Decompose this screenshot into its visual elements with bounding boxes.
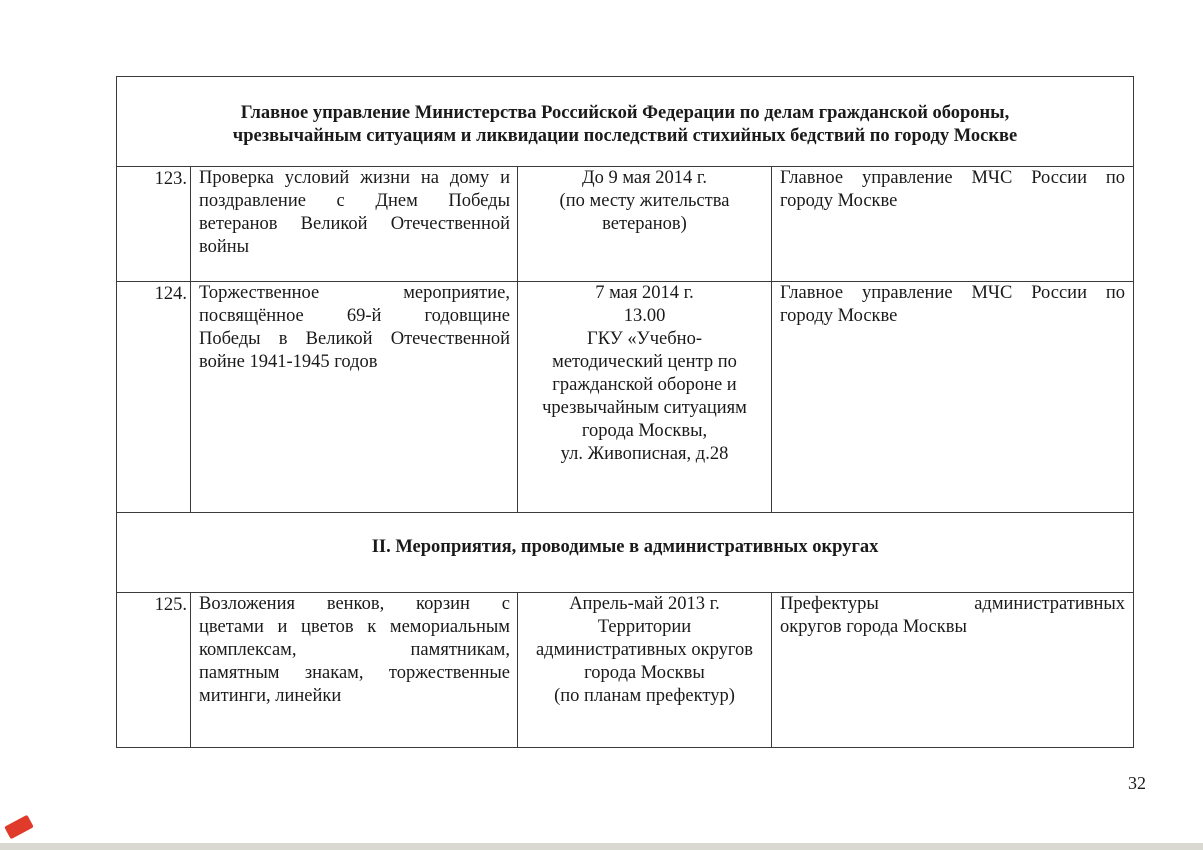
section-title: II. Мероприятия, проводимые в административных округах	[371, 537, 879, 557]
responsible-line: Главное управление МЧС России по	[780, 283, 1126, 303]
table-row	[117, 282, 1134, 513]
responsible-line: городу Москве	[780, 191, 898, 211]
section-header-cell	[117, 77, 1134, 167]
date-line: Апрель-май 2013 г.	[569, 594, 720, 614]
row-number: 123.	[117, 167, 191, 282]
date-line: ГКУ «Учебно-	[587, 329, 702, 349]
row-number: 125.	[117, 593, 191, 748]
date-line: административных округов	[535, 640, 754, 660]
date-line: 7 мая 2014 г.	[595, 283, 694, 303]
description-line: ветеранов Великой Отечественной	[199, 214, 510, 234]
scan-edge-divider	[0, 843, 1203, 850]
description-line: памятным знакам, торжественные	[199, 663, 510, 683]
table-row	[117, 593, 1134, 748]
date-line: гражданской обороне и	[552, 375, 737, 395]
row-responsible	[772, 593, 1134, 748]
description-line: посвящённое 69-й годовщине	[199, 306, 510, 326]
responsible-line: городу Москве	[780, 306, 898, 326]
row-date-place	[518, 167, 772, 282]
description-line: комплексам, памятникам,	[199, 640, 510, 660]
description-line: поздравление с Днем Победы	[199, 191, 510, 211]
row-description	[191, 167, 518, 282]
section-header-row	[117, 513, 1134, 593]
row-description	[191, 593, 518, 748]
description-line: митинги, линейки	[199, 686, 342, 706]
responsible-line: Префектуры административных	[780, 594, 1126, 614]
date-line: методический центр по	[552, 352, 737, 372]
responsible-line: Главное управление МЧС России по	[780, 168, 1126, 188]
row-responsible	[772, 282, 1134, 513]
description-line: Проверка условий жизни на дому и	[199, 168, 510, 188]
date-line: 13.00	[623, 306, 666, 326]
date-line: Территории	[597, 617, 692, 637]
date-line: города Москвы	[584, 663, 705, 683]
table-row	[117, 167, 1134, 282]
responsible-line: округов города Москвы	[780, 617, 967, 637]
description-line: цветами и цветов к мемориальным	[199, 617, 510, 637]
page-number: 32	[1128, 773, 1146, 793]
row-number: 124.	[117, 282, 191, 513]
date-line: чрезвычайным ситуациям	[542, 398, 747, 418]
date-line: (по месту жительства	[559, 191, 730, 211]
section-title-cell	[117, 513, 1134, 593]
row-date-place	[518, 282, 772, 513]
section-header-row	[117, 77, 1134, 167]
section-header-line-2: чрезвычайным ситуациям и ликвидации последствий стихийных бедствий по городу Москве	[232, 126, 1018, 146]
logo-stamp-icon	[4, 815, 34, 840]
description-line: Торжественное мероприятие,	[199, 283, 510, 303]
description-line: Возложения венков, корзин с	[199, 594, 510, 614]
row-responsible	[772, 167, 1134, 282]
row-date-place	[518, 593, 772, 748]
events-table	[116, 76, 1134, 748]
date-line: города Москвы,	[581, 421, 708, 441]
date-line: До 9 мая 2014 г.	[581, 168, 708, 188]
description-line: Победы в Великой Отечественной	[199, 329, 510, 349]
date-line: (по планам префектур)	[554, 686, 735, 706]
description-line: войне 1941-1945 годов	[199, 352, 378, 372]
date-line: ул. Живописная, д.28	[560, 444, 729, 464]
description-line: войны	[199, 237, 250, 257]
row-description	[191, 282, 518, 513]
date-line: ветеранов)	[602, 214, 687, 234]
section-header-line-1: Главное управление Министерства Российской Федерации по делам гражданской обороны,	[240, 103, 1010, 123]
